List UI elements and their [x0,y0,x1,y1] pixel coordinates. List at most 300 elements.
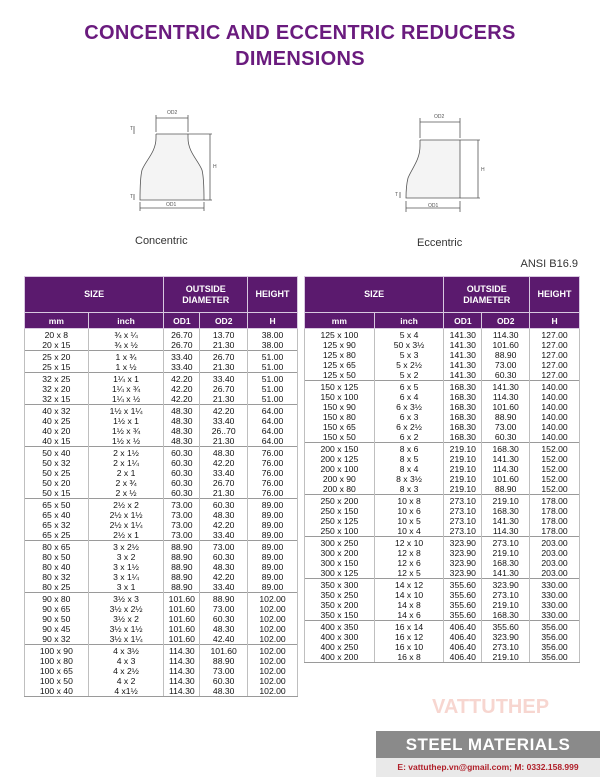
eccentric-reducer-diagram [392,108,500,222]
size-inch-cell: 10 x 6 [374,506,444,516]
height-cell: 356.00 [530,632,580,642]
size-mm-cell: 100 x 65 [25,666,89,676]
od2-cell: 21.30 [200,340,248,351]
od1-cell: 355.60 [444,600,482,610]
height-cell: 89.00 [248,552,298,562]
od1-cell: 168.30 [444,422,482,432]
height-cell: 102.00 [248,614,298,624]
table-row [25,634,298,645]
od1-cell: 168.30 [444,432,482,443]
size-inch-cell: 1½ x ½ [88,436,164,447]
height-cell: 203.00 [530,537,580,549]
table-row [25,593,298,605]
height-cell: 102.00 [248,666,298,676]
table-row [305,340,580,350]
size-inch-cell: 2 x ¾ [88,478,164,488]
size-inch-cell: 1½ x 1¼ [88,405,164,417]
size-mm-cell: 250 x 200 [305,495,375,507]
table-row [305,464,580,474]
size-inch-cell: 16 x 8 [374,652,444,663]
size-inch-cell: 1¼ x 1 [88,373,164,385]
size-inch-cell: 16 x 10 [374,642,444,652]
outside-header-line-2: DIAMETER [463,294,511,305]
table-row [305,422,580,432]
table-row [25,624,298,634]
od1-cell: 323.90 [444,548,482,558]
od2-cell: 33.40 [200,468,248,478]
table-row [305,610,580,621]
size-inch-cell: 3 x 2½ [88,541,164,553]
od1-cell: 323.90 [444,558,482,568]
size-inch-cell: 3½ x 2½ [88,604,164,614]
inch-header: inch [88,313,164,329]
watermark-logo: VATTUTHEP [432,696,550,718]
height-cell: 51.00 [248,373,298,385]
od2-cell: 33.40 [200,582,248,593]
od1-cell: 42.20 [164,384,200,394]
height-cell: 356.00 [530,642,580,652]
od1-cell: 273.10 [444,506,482,516]
od2-cell: 219.10 [482,652,530,663]
size-mm-cell: 200 x 90 [305,474,375,484]
height-header: HEIGHT [248,277,298,313]
table-row [305,516,580,526]
od1-cell: 141.30 [444,340,482,350]
height-cell: 64.00 [248,426,298,436]
height-cell: 51.00 [248,394,298,405]
size-inch-cell: 4 x 3½ [88,645,164,657]
dimensions-table-right [304,276,580,663]
table-row [305,412,580,422]
height-cell: 89.00 [248,562,298,572]
size-inch-cell: 1½ x ¾ [88,426,164,436]
od2-header: OD2 [482,313,530,329]
od2-cell: 355.60 [482,621,530,633]
height-cell: 102.00 [248,604,298,614]
dimensions-table-left [24,276,298,697]
height-cell: 127.00 [530,329,580,341]
od1-cell: 355.60 [444,579,482,591]
od2-cell: 141.30 [482,516,530,526]
size-mm-cell: 80 x 50 [25,552,89,562]
title-line-1: CONCENTRIC AND ECCENTRIC REDUCERS [84,22,516,44]
size-mm-cell: 100 x 90 [25,645,89,657]
size-mm-cell: 80 x 40 [25,562,89,572]
od1-cell: 101.60 [164,593,200,605]
table-row [25,340,298,351]
height-cell: 76.00 [248,447,298,459]
od1-cell: 60.30 [164,478,200,488]
size-inch-cell: 5 x 4 [374,329,444,341]
table-row [25,405,298,417]
od1-cell: 73.00 [164,510,200,520]
size-mm-cell: 150 x 50 [305,432,375,443]
size-mm-cell: 100 x 40 [25,686,89,697]
size-mm-cell: 50 x 32 [25,458,89,468]
table-row [25,373,298,385]
concentric-h-label: H [213,164,217,170]
od2-cell: 26.70 [200,351,248,363]
table-row [25,541,298,553]
od1-cell: 141.30 [444,329,482,341]
od1-cell: 60.30 [164,488,200,499]
table-row [25,530,298,541]
size-inch-cell: 6 x 2 [374,432,444,443]
size-mm-cell: 200 x 125 [305,454,375,464]
height-cell: 356.00 [530,621,580,633]
od2-cell: 21.30 [200,362,248,373]
size-inch-cell: 8 x 4 [374,464,444,474]
size-inch-cell: 1 x ¾ [88,351,164,363]
outside-header-line-2: DIAMETER [182,294,230,305]
size-inch-cell: 10 x 5 [374,516,444,526]
table-row [305,360,580,370]
od1-cell: 168.30 [444,381,482,393]
od1-cell: 88.90 [164,572,200,582]
od1-cell: 26.70 [164,340,200,351]
od1-cell: 114.30 [164,666,200,676]
size-mm-cell: 400 x 250 [305,642,375,652]
size-mm-cell: 200 x 150 [305,443,375,455]
height-cell: 330.00 [530,600,580,610]
size-inch-cell: 6 x 3½ [374,402,444,412]
od1-cell: 73.00 [164,520,200,530]
od1-cell: 88.90 [164,541,200,553]
od2-cell: 273.10 [482,590,530,600]
outside-diameter-header [164,277,248,313]
size-mm-cell: 250 x 100 [305,526,375,537]
size-mm-cell: 250 x 125 [305,516,375,526]
concentric-label: Concentric [135,235,188,247]
size-mm-cell: 32 x 15 [25,394,89,405]
od1-cell: 406.40 [444,642,482,652]
concentric-od2-label: OD2 [167,110,178,116]
od2-cell: 48.30 [200,510,248,520]
od1-cell: 73.00 [164,530,200,541]
od2-cell: 60.30 [200,614,248,624]
od1-cell: 114.30 [164,645,200,657]
height-cell: 64.00 [248,405,298,417]
size-mm-cell: 150 x 65 [305,422,375,432]
table-row [305,642,580,652]
od1-cell: 406.40 [444,621,482,633]
height-cell: 152.00 [530,443,580,455]
concentric-t-bottom-label: T [130,194,134,200]
od2-cell: 141.30 [482,381,530,393]
size-inch-cell: 14 x 10 [374,590,444,600]
size-mm-cell: 100 x 50 [25,676,89,686]
size-inch-cell: 3½ x 1½ [88,624,164,634]
od1-cell: 60.30 [164,468,200,478]
od2-cell: 73.00 [200,541,248,553]
table-row [305,579,580,591]
table-row [25,416,298,426]
size-mm-cell: 300 x 250 [305,537,375,549]
height-cell: 152.00 [530,454,580,464]
table-row [25,572,298,582]
od2-cell: 219.10 [482,548,530,558]
size-mm-cell: 90 x 45 [25,624,89,634]
height-cell: 140.00 [530,381,580,393]
od2-cell: 42.20 [200,405,248,417]
size-inch-cell: 2 x ½ [88,488,164,499]
table-row [305,443,580,455]
size-mm-cell: 125 x 65 [305,360,375,370]
od2-cell: 323.90 [482,632,530,642]
height-header: HEIGHT [530,277,580,313]
od1-cell: 168.30 [444,392,482,402]
height-cell: 127.00 [530,370,580,381]
table-row [25,614,298,624]
table-row [25,436,298,447]
height-cell: 140.00 [530,412,580,422]
size-mm-cell: 32 x 25 [25,373,89,385]
od2-cell: 101.60 [482,340,530,350]
height-cell: 178.00 [530,516,580,526]
size-inch-cell: 12 x 6 [374,558,444,568]
height-cell: 89.00 [248,541,298,553]
size-inch-cell: 3½ x 3 [88,593,164,605]
od2-cell: 73.00 [482,360,530,370]
h-header: H [248,313,298,329]
size-mm-cell: 25 x 15 [25,362,89,373]
od1-cell: 88.90 [164,582,200,593]
od2-cell: 73.00 [482,422,530,432]
size-inch-cell: 2½ x 2 [88,499,164,511]
height-cell: 89.00 [248,572,298,582]
height-cell: 102.00 [248,686,298,697]
od2-cell: 114.30 [482,526,530,537]
table-row [305,526,580,537]
table-row [25,468,298,478]
table-row [25,604,298,614]
size-inch-cell: 14 x 8 [374,600,444,610]
od2-cell: 13.70 [200,329,248,341]
size-inch-cell: 1¼ x ¾ [88,384,164,394]
height-cell: 51.00 [248,351,298,363]
size-mm-cell: 80 x 65 [25,541,89,553]
height-cell: 76.00 [248,458,298,468]
od1-cell: 114.30 [164,686,200,697]
height-cell: 38.00 [248,340,298,351]
size-inch-cell: 6 x 4 [374,392,444,402]
eccentric-t-label: T [395,192,399,198]
table-row [25,362,298,373]
size-inch-cell: 6 x 3 [374,412,444,422]
size-mm-cell: 250 x 150 [305,506,375,516]
table-row [25,351,298,363]
od2-cell: 26..70 [200,426,248,436]
size-mm-cell: 300 x 150 [305,558,375,568]
od2-cell: 88.90 [482,350,530,360]
od2-header: OD2 [200,313,248,329]
od1-cell: 219.10 [444,454,482,464]
size-mm-cell: 40 x 25 [25,416,89,426]
od2-cell: 101.60 [200,645,248,657]
page-title [0,20,600,72]
concentric-reducer-diagram [118,104,228,222]
od2-cell: 114.30 [482,464,530,474]
table-row [305,350,580,360]
od1-cell: 114.30 [164,656,200,666]
size-mm-cell: 150 x 125 [305,381,375,393]
size-mm-cell: 80 x 25 [25,582,89,593]
size-inch-cell: 4 x 2½ [88,666,164,676]
size-inch-cell: 2½ x 1½ [88,510,164,520]
od1-cell: 355.60 [444,590,482,600]
table-row [25,562,298,572]
od2-cell: 26.70 [200,384,248,394]
size-mm-cell: 350 x 250 [305,590,375,600]
od2-cell: 273.10 [482,642,530,652]
table-row [305,432,580,443]
size-mm-cell: 125 x 50 [305,370,375,381]
size-mm-cell: 80 x 32 [25,572,89,582]
size-mm-cell: 20 x 15 [25,340,89,351]
od2-cell: 60.30 [200,676,248,686]
size-inch-cell: 6 x 2½ [374,422,444,432]
od1-cell: 219.10 [444,464,482,474]
od2-cell: 273.10 [482,537,530,549]
size-inch-cell: 10 x 8 [374,495,444,507]
size-header: SIZE [25,277,164,313]
size-inch-cell: 8 x 3 [374,484,444,495]
size-inch-cell: 4 x 2 [88,676,164,686]
size-mm-cell: 200 x 80 [305,484,375,495]
table-row [305,402,580,412]
size-inch-cell: 3 x 2 [88,552,164,562]
height-cell: 140.00 [530,392,580,402]
left-table-body [25,329,298,697]
od2-cell: 141.30 [482,454,530,464]
od2-cell: 168.30 [482,558,530,568]
size-inch-cell: 4 x 3 [88,656,164,666]
size-mm-cell: 300 x 200 [305,548,375,558]
size-inch-cell: 5 x 2 [374,370,444,381]
table-row [25,656,298,666]
size-inch-cell: 3½ x 2 [88,614,164,624]
size-mm-cell: 90 x 50 [25,614,89,624]
size-header: SIZE [305,277,444,313]
size-mm-cell: 125 x 80 [305,350,375,360]
table-row [25,666,298,676]
od1-cell: 141.30 [444,360,482,370]
eccentric-od1-label: OD1 [428,203,439,209]
size-inch-cell: ¾ x ¼ [88,329,164,341]
od2-cell: 21.30 [200,394,248,405]
table-row [305,370,580,381]
size-mm-cell: 65 x 50 [25,499,89,511]
od2-cell: 219.10 [482,600,530,610]
size-inch-cell: 10 x 4 [374,526,444,537]
od2-cell: 26.70 [200,478,248,488]
size-mm-cell: 350 x 150 [305,610,375,621]
size-inch-cell: 1 x ½ [88,362,164,373]
od2-cell: 42.20 [200,572,248,582]
height-cell: 51.00 [248,362,298,373]
od2-cell: 141.30 [482,568,530,579]
od1-cell: 219.10 [444,484,482,495]
size-mm-cell: 40 x 15 [25,436,89,447]
height-cell: 76.00 [248,478,298,488]
size-mm-cell: 50 x 25 [25,468,89,478]
size-mm-cell: 40 x 20 [25,426,89,436]
height-cell: 178.00 [530,506,580,516]
od2-cell: 60.30 [482,432,530,443]
size-mm-cell: 350 x 300 [305,579,375,591]
size-inch-cell: 1¼ x ½ [88,394,164,405]
size-inch-cell: 1½ x 1 [88,416,164,426]
size-mm-cell: 40 x 32 [25,405,89,417]
height-cell: 330.00 [530,590,580,600]
size-mm-cell: 400 x 350 [305,621,375,633]
od1-cell: 406.40 [444,632,482,642]
od1-cell: 26.70 [164,329,200,341]
table-row [25,458,298,468]
table-row [305,537,580,549]
od2-cell: 48.30 [200,686,248,697]
table-row [305,590,580,600]
height-cell: 152.00 [530,484,580,495]
size-mm-cell: 90 x 32 [25,634,89,645]
table-row [305,600,580,610]
size-mm-cell: 400 x 200 [305,652,375,663]
table-row [305,392,580,402]
od2-cell: 33.40 [200,416,248,426]
height-cell: 203.00 [530,568,580,579]
od2-cell: 48.30 [200,624,248,634]
od1-cell: 219.10 [444,474,482,484]
od1-cell: 273.10 [444,516,482,526]
size-mm-cell: 25 x 20 [25,351,89,363]
size-mm-cell: 90 x 80 [25,593,89,605]
od1-header: OD1 [164,313,200,329]
title-line-2: DIMENSIONS [235,48,365,70]
height-cell: 203.00 [530,558,580,568]
table-row [25,552,298,562]
size-inch-cell: 5 x 2½ [374,360,444,370]
table-row [25,520,298,530]
od1-header: OD1 [444,313,482,329]
table-row [25,394,298,405]
standard-label: ANSI B16.9 [520,258,578,270]
od1-cell: 273.10 [444,526,482,537]
table-row [25,426,298,436]
size-inch-cell: 3½ x 1¼ [88,634,164,645]
height-cell: 38.00 [248,329,298,341]
size-inch-cell: 2 x 1½ [88,447,164,459]
height-cell: 102.00 [248,676,298,686]
height-cell: 178.00 [530,526,580,537]
od1-cell: 73.00 [164,499,200,511]
size-mm-cell: 90 x 65 [25,604,89,614]
height-cell: 64.00 [248,436,298,447]
height-cell: 140.00 [530,432,580,443]
size-inch-cell: 3 x 1¼ [88,572,164,582]
od2-cell: 168.30 [482,506,530,516]
height-cell: 76.00 [248,488,298,499]
table-row [25,329,298,341]
od1-cell: 42.20 [164,373,200,385]
od2-cell: 88.90 [200,593,248,605]
size-mm-cell: 65 x 32 [25,520,89,530]
table-row [305,632,580,642]
height-cell: 152.00 [530,474,580,484]
outside-header-line-1: OUTSIDE [466,283,507,294]
od2-cell: 101.60 [482,474,530,484]
od2-cell: 42.20 [200,458,248,468]
outside-header-line-1: OUTSIDE [185,283,226,294]
